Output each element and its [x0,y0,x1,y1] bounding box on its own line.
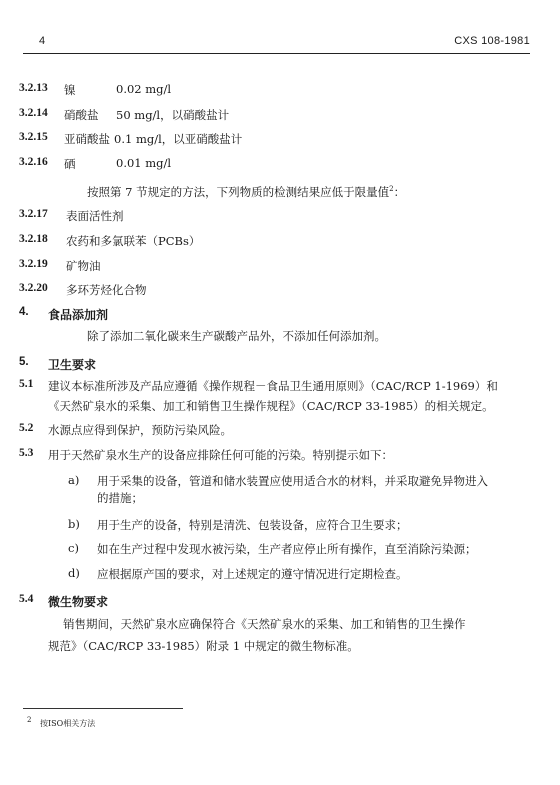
clause-5-4-line1: 销售期间，天然矿泉水应确保符合《天然矿泉水的采集、加工和销售的卫生操作 [63,617,466,631]
header-rule [23,53,530,54]
clause-5-1-line2: 《天然矿泉水的采集、加工和销售卫生操作规程》（CAC/RCP 33-1985）的相关规定。 [48,399,494,413]
section-4-text: 除了添加二氧化碳来生产碳酸产品外，不添加任何添加剂。 [87,329,386,343]
document-page: 4 CXS 108-1981 3.2.13 镍 0.02 mg/l 3.2.14 硝酸盐 50 mg/l，以硝酸盐计 3.2.15 亚硝酸盐 0.1 mg/l，以亚硝酸盐计 3.2.16 硒 0.01 mg/l 按照第 7 节规定的方法，下列物质的检测结果应低于限量值$^2$： 3.2.17 表面活性剂 3.2.18 农药和多氯联苯（PCBs） 3.2.19 矿物油 3.2.20 多环芳烃化合物 4. 食品添加剂 除了添加二氧化碳来生产碳酸产品外，不添加任何添加剂。 5. 卫生要求 5.1 建议本标准所涉及产品应遵循《操作规程－食品卫生通用原则》（CAC/RCP 1-1969）和 《天然矿泉水的采集、加工和销售卫生操作规程》（CAC/RCP 33-1985）的相关规定。 5.2 水源点应得到保护，预防污染风险。 5.3 用于天然矿泉水生产的设备应排除任何可能的污染。特别提示如下： a) 用于采集的设备，管道和储水装置应使用适合水的材料，并采取避免异物进入 的措施； b) 用于生产的设备，特别是清洗、包装设备，应符合卫生要求； c) 如在生产过程中发现水被污染，生产者应停止所有操作，直至消除污染源； d) 应根据原产国的要求，对上述规定的遵守情况进行定期检查。 5.4 微生物要求 销售期间，天然矿泉水应确保符合《天然矿泉水的采集、加工和销售的卫生操作 规范》（CAC/RCP 33-1985）附录 1 中规定的微生物标准。 $^2$ 按ISO相关方法 [0,0,560,785]
list-item-a-line2: 的措施； [97,491,143,505]
limits-intro: 按照第 7 节规定的方法，下列物质的检测结果应低于限量值$^2$： [87,184,406,199]
footnote-rule [23,708,183,709]
page-number: 4 [39,35,46,47]
standard-code: CXS 108-1981 [454,35,530,47]
footnote: $^2$ 按ISO相关方法 [27,716,96,728]
page-header [23,32,530,50]
clause-5-4-line2: 规范》（CAC/RCP 33-1985）附录 1 中规定的微生物标准。 [48,639,359,653]
